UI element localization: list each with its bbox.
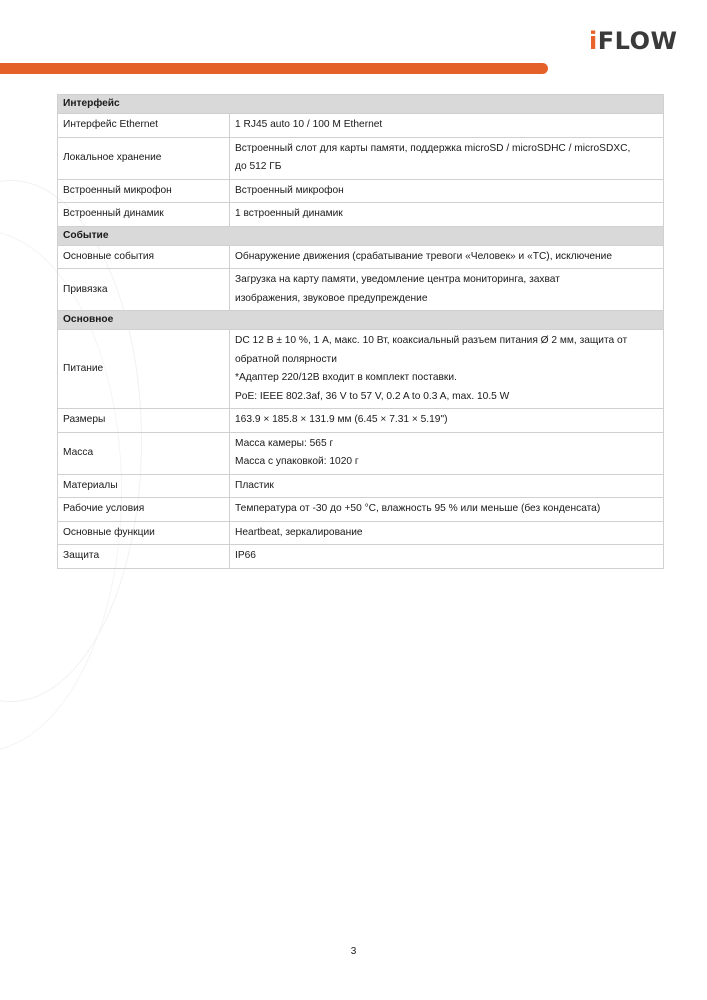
spec-row [58, 179, 664, 203]
spec-value-line: Heartbeat, зеркалирование [235, 526, 363, 538]
spec-value [230, 521, 664, 545]
section-title: Интерфейс [58, 95, 664, 114]
spec-row [58, 409, 664, 433]
spec-value [230, 432, 664, 474]
spec-value [230, 498, 664, 522]
spec-value [230, 179, 664, 203]
logo-text: FLOW [597, 27, 678, 55]
spec-value [230, 330, 664, 409]
spec-row [58, 521, 664, 545]
spec-label: Защита [58, 545, 230, 569]
spec-value [230, 474, 664, 498]
spec-value [230, 114, 664, 138]
spec-row [58, 498, 664, 522]
spec-value-line: Масса с упаковкой: 1020 г [235, 456, 359, 467]
spec-value [230, 203, 664, 227]
spec-value-line: изображения, звуковое предупреждение [235, 292, 428, 304]
section-title: Основное [58, 311, 664, 330]
spec-value-line: обратной полярности [235, 353, 337, 365]
spec-label: Встроенный микрофон [58, 179, 230, 203]
section-header [58, 311, 664, 330]
spec-value-line: Масса камеры: 565 г [235, 437, 334, 449]
spec-value-line: до 512 ГБ [235, 161, 282, 172]
spec-row [58, 474, 664, 498]
specifications-body [58, 95, 664, 569]
spec-label: Локальное хранение [58, 137, 230, 179]
spec-value-line: 1 встроенный динамик [235, 208, 343, 219]
spec-value-line: DC 12 В ± 10 %, 1 А, макс. 10 Вт, коаксиальный разъем питания Ø 2 мм, защита от [235, 335, 628, 346]
spec-value-line: Встроенный слот для карты памяти, поддержка microSD / microSDHC / microSDXC, [235, 142, 631, 154]
spec-value-line: Встроенный микрофон [235, 184, 344, 196]
spec-label: Питание [58, 330, 230, 409]
spec-value-line: Обнаружение движения (срабатывание тревоги «Человек» и «ТС), исключение [235, 250, 613, 262]
spec-value-line: *Адаптер 220/12В входит в комплект поставки. [235, 372, 457, 383]
spec-label: Привязка [58, 269, 230, 311]
spec-value [230, 269, 664, 311]
spec-row [58, 114, 664, 138]
spec-row [58, 269, 664, 311]
spec-value-line: PoE: IEEE 802.3af, 36 V to 57 V, 0.2 A to 0.3 A, max. 10.5 W [235, 390, 510, 402]
spec-label: Встроенный динамик [58, 203, 230, 227]
logo-mark: i [589, 27, 598, 55]
spec-value [230, 245, 664, 269]
spec-value [230, 409, 664, 433]
page-number: 3 [350, 946, 357, 957]
section-header [58, 95, 664, 114]
spec-label: Масса [58, 432, 230, 474]
spec-value-line: 1 RJ45 auto 10 / 100 M Ethernet [235, 119, 383, 130]
specifications-table [57, 94, 664, 569]
spec-value-line: IP66 [235, 550, 256, 561]
spec-label: Размеры [58, 409, 230, 433]
spec-row [58, 432, 664, 474]
spec-value-line: Температура от -30 до +50 °C, влажность 95 % или меньше (без конденсата) [235, 503, 601, 514]
section-title: Событие [58, 226, 664, 245]
section-header [58, 226, 664, 245]
spec-value-line: 163.9 × 185.8 × 131.9 мм (6.45 × 7.31 × 5.19") [235, 414, 448, 425]
header-accent-bar [0, 63, 548, 74]
spec-label: Основные функции [58, 521, 230, 545]
spec-value-line: Пластик [235, 479, 274, 491]
spec-label: Интерфейс Ethernet [58, 114, 230, 138]
spec-row [58, 245, 664, 269]
spec-label: Основные события [58, 245, 230, 269]
spec-row [58, 330, 664, 409]
spec-value-line: Загрузка на карту памяти, уведомление центра мониторинга, захват [235, 274, 560, 285]
spec-label: Рабочие условия [58, 498, 230, 522]
spec-value [230, 545, 664, 569]
spec-row [58, 203, 664, 227]
spec-row [58, 545, 664, 569]
spec-row [58, 137, 664, 179]
spec-value [230, 137, 664, 179]
spec-label: Материалы [58, 474, 230, 498]
brand-logo [589, 27, 677, 55]
